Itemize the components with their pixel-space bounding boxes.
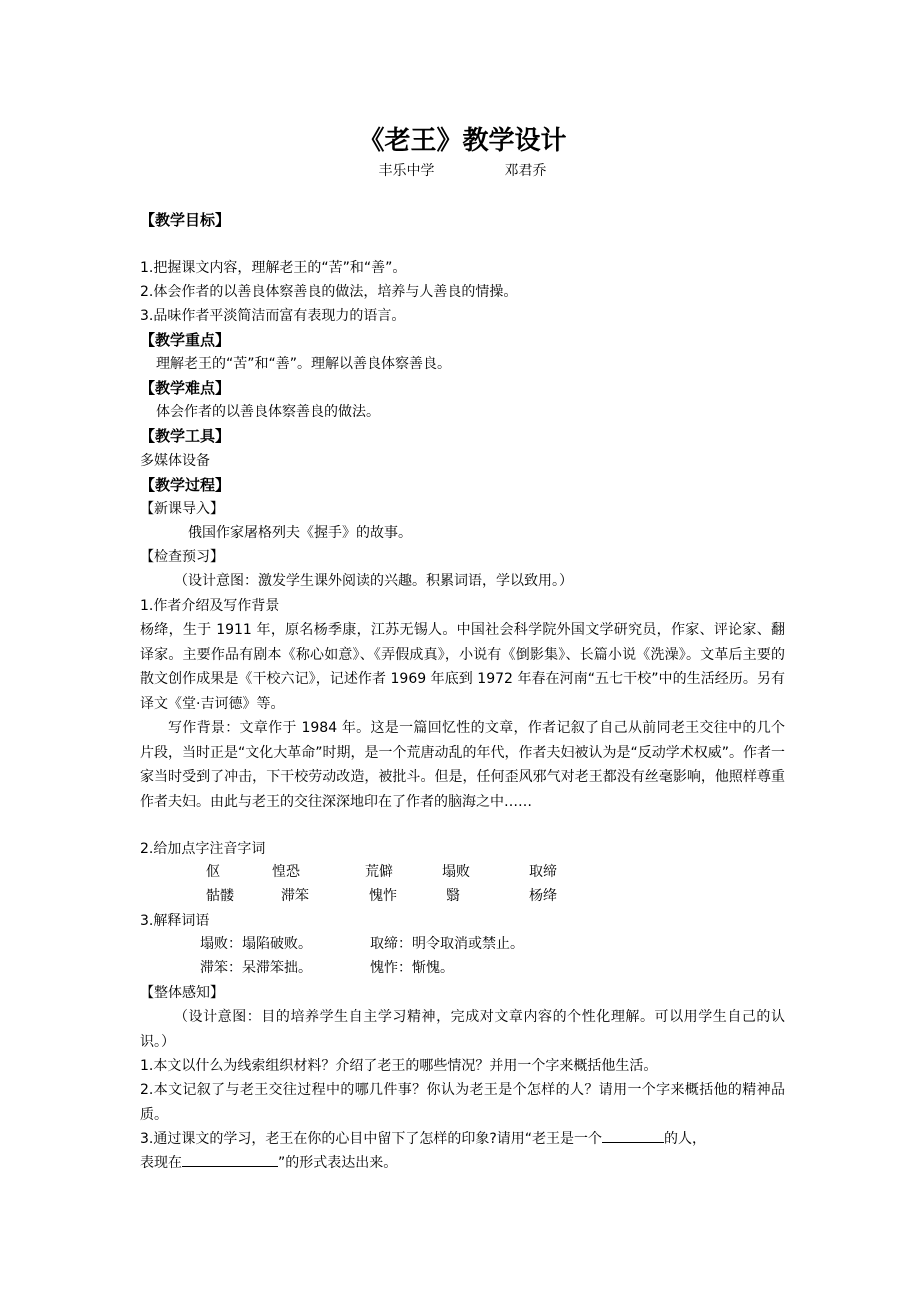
question-1: 1.本文以什么为线索组织材料？介绍了老王的哪些情况？并用一个字来概括他生活。 <box>140 1058 658 1074</box>
explain-title: 3.解释词语 <box>140 913 210 929</box>
pinyin-row-1 <box>140 861 785 885</box>
writing-background: 写作背景：文章作于 1984 年。这是一篇回忆性的文章，作者记叙了自己从前同老王交往中的几个片段，当时正是“文化大革命”时期，是一个荒唐动乱的年代，作者夫妇被认为是“反动学术权威”。作者一家当时受到了冲击，下干校劳动改造，被批斗。但是，任何歪风邪气对老王都没有丝毫影响，他照样尊重作者夫妇。由此与老王的交往深深地印在了作者的脑海之中…… <box>140 720 786 810</box>
goal-1: 1.把握课文内容，理解老王的“苦”和“善”。 <box>140 260 407 276</box>
question-3-part-d: ”的形式表达出来。 <box>278 1155 398 1171</box>
preview-intent: （设计意图：激发学生课外阅读的兴趣。积累词语，学以致用。） <box>174 573 573 589</box>
pinyin-row-2 <box>140 885 785 909</box>
explain-item: 取缔：明令取消或禁止。 <box>370 936 524 952</box>
pinyin-word: 骷髅 <box>206 888 234 904</box>
tools-text: 多媒体设备 <box>140 453 210 469</box>
key-heading: 【教学重点】 <box>140 331 231 349</box>
question-2: 2.本文记叙了与老王交往过程中的哪几件事？你认为老王是个怎样的人？请用一个字来概括他的精神品质。 <box>140 1082 785 1123</box>
question-3-line-2 <box>140 1151 785 1175</box>
preview-heading: 【检查预习】 <box>140 549 224 565</box>
pinyin-word: 惶恐 <box>272 864 300 880</box>
pinyin-word: 取缔 <box>529 864 557 880</box>
explain-item: 滞笨：呆滞笨拙。 <box>200 960 312 976</box>
pinyin-word: 翳 <box>446 888 460 904</box>
school-name: 丰乐中学 <box>378 163 435 179</box>
explain-item: 愧怍：惭愧。 <box>370 960 454 976</box>
author-bio: 杨绛，生于 1911 年，原名杨季康，江苏无锡人。中国社会科学院外国文学研究员，作家、评论家、翻译家。主要作品有剧本《称心如意》、《弄假成真》，小说有《倒影集》、长篇小说《洗澡》。文革后主要的散文创作成果是《干校六记》，记述作者 1969 年底到 1972 年春在河南“五七干校”中的生活经历。另有译文《堂·吉诃德》等。 <box>140 622 785 712</box>
difficulty-heading: 【教学难点】 <box>140 379 231 397</box>
pinyin-word: 杨绛 <box>529 888 557 904</box>
question-3-part-a: 3.通过课文的学习，老王在你的心目中留下了怎样的印象?请用“老王是一个 <box>140 1131 603 1147</box>
pinyin-word: 愧怍 <box>369 888 397 904</box>
explain-item: 塌败：塌陷破败。 <box>200 936 312 952</box>
process-heading: 【教学过程】 <box>140 476 231 494</box>
difficulty-text: 体会作者的以善良体察善良的做法。 <box>156 404 380 420</box>
pinyin-word: 荒僻 <box>365 864 393 880</box>
pinyin-word: 滞笨 <box>281 888 309 904</box>
goal-2: 2.体会作者的以善良体察善良的做法，培养与人善良的情操。 <box>140 284 518 300</box>
intro-text: 俄国作家屠格列夫《握手》的故事。 <box>188 525 412 541</box>
question-3-part-c: 表现在 <box>140 1155 182 1171</box>
explain-row-2 <box>140 957 785 981</box>
pinyin-word: 塌败 <box>442 864 470 880</box>
goals-heading: 【教学目标】 <box>140 211 231 229</box>
overall-intent: （设计意图：目的培养学生自主学习精神，完成对文章内容的个性化理解。可以用学生自己的认识。） <box>140 1009 785 1050</box>
goal-3: 3.品味作者平淡简洁而富有表现力的语言。 <box>140 308 406 324</box>
question-3-line-1 <box>140 1127 785 1151</box>
explain-row-1 <box>140 933 785 957</box>
answer-blank-2 <box>182 1152 278 1167</box>
intro-heading: 【新课导入】 <box>140 501 224 517</box>
key-text: 理解老王的“苦”和“善”。理解以善良体察善良。 <box>156 356 452 372</box>
background-title: 1.作者介绍及写作背景 <box>140 598 280 614</box>
overall-heading: 【整体感知】 <box>140 985 224 1001</box>
author-line <box>140 160 785 180</box>
pinyin-word: 伛 <box>206 864 220 880</box>
tools-heading: 【教学工具】 <box>140 427 231 445</box>
answer-blank-1 <box>602 1128 664 1143</box>
question-3-part-b: 的人， <box>664 1131 707 1147</box>
doc-title: 《老王》教学设计 <box>358 126 567 156</box>
author-name: 邓君乔 <box>504 163 547 179</box>
pinyin-title: 2.给加点字注音字词 <box>140 841 266 857</box>
